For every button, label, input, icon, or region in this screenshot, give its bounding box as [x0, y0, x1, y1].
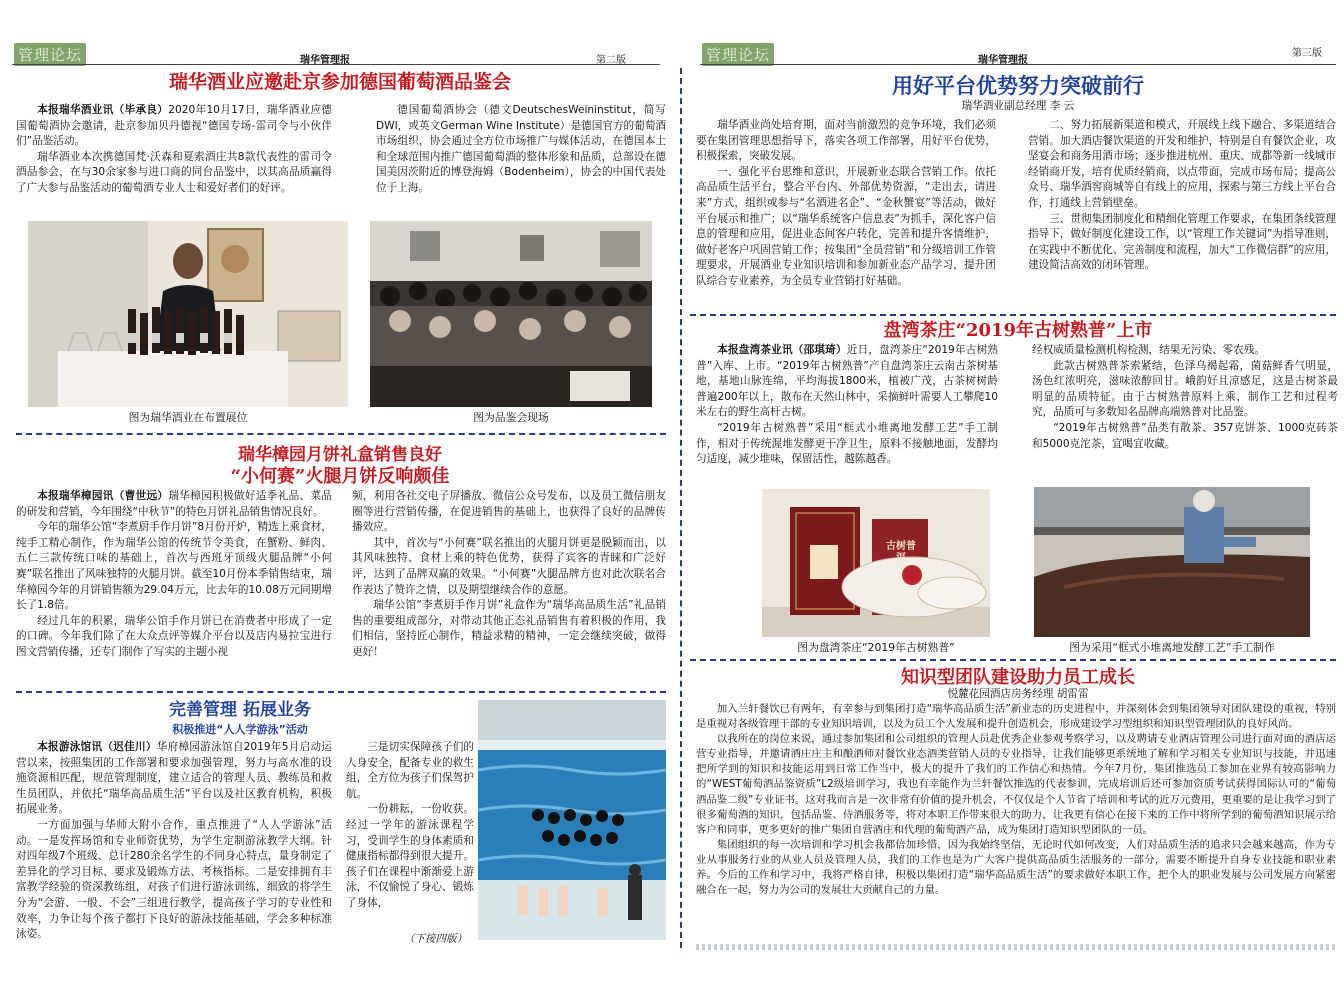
swim-lead: 本报游泳馆讯（迟佳川）	[37, 741, 157, 753]
wine-caption-2: 图为品鉴会现场	[473, 411, 549, 424]
swim-p1: 华府樟园游泳馆自2019年5月启动运营以来，按照集团的工作部署和要求加强管理，努力与高水准的设施资源相匹配，规范管理制度，建立适合的管理人员、教练员和救生员团队，并依托“瑞华高品质生活”平台以及社区教育机构，积极拓展业务。	[16, 741, 332, 816]
mooncake-title-1: 瑞华樟园月饼礼盒销售良好	[238, 445, 442, 465]
tea-lead: 本报盘湾茶业讯（邵琪琦）	[717, 344, 847, 356]
swim-photo	[478, 700, 666, 940]
mooncake-p3: 经过几年的积累，瑞华公馆手作月饼已在消费者中形成了一定的口碑。今年我们除了在大众点评等媒介平台以及店内易拉宝进行图文营销传播，还专门制作了写实的主题小视	[16, 614, 332, 658]
mooncake-p2: 今年的瑞华公馆“李煮厨手作月饼”8月份开炉，精选上乘食材，纯手工精心制作，作为瑞华公馆的传统节令美食，在蟹粉、鲜肉、五仁三款传统口味的基础上，首次与西班牙顶级火腿品牌“小何赛”联名推出了风味独特的火腿月饼。截至10月份本季销售结束，瑞华樟园今年的月饼销售额为29.04万元，比去年的10.08万元同期增长了1.8倍。	[16, 521, 332, 612]
platform-col2	[1028, 118, 1336, 312]
mooncake-p5: 其中，首次与“小何赛”联名推出的火腿月饼更是脱颖而出，以其风味独特、食材上乘的特色优势，获得了宾客的青睐和广泛好评，达到了品牌双赢的效果。“小何赛”火腿品牌方也对此次联名合作表达了赞许之情，以及期望继续合作的意愿。	[352, 536, 666, 596]
swim-p3: 三是切实保障孩子们的人身安全，配备专业的救生组，全方位为孩子们保驾护航。	[346, 741, 474, 800]
wine-article-col1	[16, 103, 332, 223]
platform-p1: 瑞华酒业尚处培育期，面对当前激烈的竞争环境，我们必须要在集团管理思想指导下，落实各项工作部署，用好平台优势，积极探索，突破发展。	[696, 119, 996, 163]
swim-p2: 一方面加强与华师大附小合作，重点推进了“人人学游泳”活动。一是发挥场馆和专业师资优势，为学生定制游泳教学大纲。针对四年级7个班级、总计280余名学生的不同身心特点，量身制定了差异化的学习目标、要求及锻炼方法、考核指标。二是安排拥有丰富教学经验的资深教练组，对孩子们进行游泳训练，细致的将学生分为“会游、一般、不会”三组进行教学，提高孩子学习的专业性和效率，力争让每个孩子都打下良好的游泳技能基础，学会多种标准泳姿。	[16, 818, 332, 941]
wine-caption-1: 图为瑞华酒业在布置展位	[128, 411, 248, 424]
divider-right-2	[690, 659, 1336, 661]
tea-fermentation-photo	[1034, 487, 1310, 637]
wine-p3: 德国葡萄酒协会（德文DeutschesWeininstitut，简写DWI，或英文German Wine Institute）是德国官方的葡萄酒市场组织，协会通过全方位市场推广与媒体活动，在德国本土和全球范围内推广德国葡萄酒的整体形象和品质，总部设在德国美因茨附近的博登海姆（Bodenheim），协会的中国代表处位于上海。	[376, 104, 666, 194]
swim-col1	[16, 740, 332, 950]
team-p3: 集团组织的每一次培训和学习机会我都倍加珍惜，因为我始终坚信，无论时代如何改变，人们对品质生活的追求只会越来越高，作为专业从事服务行业的从业人员及管理人员，我们的工作也是为广大客户提供高品质生活服务的一部分，需要不断提升自身专业技能和职业素养。今后的工作和学习中，我将严格自律，积极以集团打造“瑞华高品质生活”的要求做好本职工作，把个人的职业发展与公司发展方向紧密融合在一起，努力为公司的发展壮大贡献自己的力量。	[696, 838, 1336, 897]
platform-p2: 一、强化平台思维和意识，开展新业态联合营销工作。依托高品质生活平台，整合平台内、外部优势资源，“走出去，请进来”方式，组织或参与“名酒进名企”、“金秋蟹宴”等活动，做好平台展示和推广；以“瑞华系统客户信息表”为抓手，深化客户信息的管理和应用，促进业态间客户转化，完善和提升客情维护，做好老客户巩固营销工作；按集团“全员营销”和分级培训工作管理要求，开展酒业专业知识培训和参加新业态产品学习，提升团队综合专业素养，为全员专业营销打好基础。	[696, 165, 996, 287]
platform-p3: 二、努力拓展新渠道和模式，开展线上线下融合、多渠道结合营销。加大酒店餐饮渠道的开发和维护，特别是自有餐饮企业，攻坚宴会和商务用酒市场；逐步推进杭州、重庆、成都等新一线城市经销商开发，培育优质经销商，以点带面，完成市场布局；提高公众号、瑞华酒窖商城等自有线上的应用，探索与第三方线上平台合作，打通线上营销壁垒。	[1028, 119, 1336, 209]
team-byline: 悦麓花园酒店房务经理 胡雷雷	[947, 688, 1089, 700]
wine-article-col2	[376, 103, 666, 223]
tea-p5: “2019年古树熟普”品类有散茶、357克饼茶、1000克砖茶和5000克沱茶，宜喝宜收藏。	[1032, 421, 1338, 450]
mooncake-col1	[16, 489, 332, 684]
swim-continued: （下接四版）	[404, 933, 467, 945]
tea-title: 盘湾茶庄“2019年古树熟普”上市	[883, 320, 1153, 341]
page-number-left: 第二版	[596, 55, 626, 66]
mooncake-p4: 频，利用各社交电子屏播放、微信公众号发布，以及员工微信朋友圈等进行营销传播，在促进销售的基础上，也获得了良好的品牌传播效应。	[352, 490, 666, 534]
mooncake-p1: 瑞华樟园积极做好适季礼品、菜品的研发和营销，今年围绕“中秋节”的特色月饼礼品销售情况良好。	[16, 490, 332, 518]
mooncake-title-2: “小何赛”火腿月饼反响颇佳	[230, 466, 450, 487]
divider-left-1	[16, 433, 666, 435]
tea-p1: 近日，盘湾茶庄“2019年古树熟普”入库、上市。“2019年古树熟普”产自盘湾茶庄云南古茶树基地，基地山脉连绵，平均海拔1800米，植被广茂，古茶树树龄普遍200年以上，散布在天然山林中，采摘鲜叶需要人工攀爬10米左右的野生高杆古树。	[696, 344, 998, 419]
tea-cake-photo	[762, 489, 990, 637]
swim-subtitle: 积极推进“人人学游泳”活动	[172, 723, 308, 736]
footer-band	[696, 944, 1336, 950]
swim-p4: 一份耕耘，一份收获。经过一学年的游泳课程学习，受训学生的身体素质和健康指标都得到很大提升。孩子们在课程中渐渐爱上游泳，不仅愉悦了身心、锻炼了身体，	[346, 803, 474, 909]
tea-cake-label: 古树普洱	[886, 541, 916, 564]
page-number-right: 第三版	[1292, 48, 1322, 59]
divider-left-2	[16, 691, 666, 693]
mooncake-col2	[352, 489, 666, 684]
wine-article-title: 瑞华酒业应邀赴京参加德国葡萄酒品鉴会	[168, 71, 511, 93]
wine-p1: 2020年10月17日，瑞华酒业应德国葡萄酒协会邀请，赴京参加贝丹德视“德国专场-雷司令与小伙伴们”品鉴活动。	[16, 104, 332, 148]
header-rule-left	[12, 64, 660, 65]
swim-col2	[346, 740, 474, 930]
header-rule-right	[700, 64, 1336, 65]
tea-p4: 此款古树熟普茶索紧结，色泽乌褐起霜，菌菇鲜香气明显，汤色红浓明亮，滋味浓醇回甘。峨韵好且凉感足，这是古树茶最明显的品质特征。由于古树熟普原料上乘，制作工艺和过程考究，品质可与多数知名品牌高端熟普对比品鉴。	[1032, 359, 1338, 419]
team-p2: 以我所在的岗位来说，通过参加集团和公司组织的管理人员赴优秀企业参观考察学习，以及聘请专业酒店管理公司进行面对面的酒店运营专业指导，并邀请酒庄庄主和酿酒师对餐饮业态酒类营销人员的专业指导，让我们能够更系统地了解和学习相关专业知识与技能，并迅速把所学到的知识和技能运用到日常工作当中，极大的提升了我们的工作信心和热情。今年7月份，集团推选员工参加在业界有较高影响力的“WEST葡萄酒品鉴资质”L2级培训学习，我也有幸能作为兰轩餐饮推选的代表参训，完成培训后还可参加资质考试获得国际认可的“葡萄酒品鉴二级”专业证书。这对我而言是一次非常有价值的提升机会，不仅仅是个人节省了培训和考试的近万元费用，更重要的是让我学习到了很多葡萄酒的知识，包括品鉴、侍酒服务等，将对本职工作带来很大的助力，让我更有信心在接下来的工作中将所学到的葡萄酒知识展示给客户和同事，更多更好的推广集团自营酒庄和代理的葡萄酒产品，成为集团打造知识型团队的一员。	[696, 733, 1336, 836]
wine-event-photo	[370, 221, 652, 407]
team-p1: 加入兰轩餐饮已有两年，有幸参与到集团打造“瑞华高品质生活”新业态的历史进程中，并深刻体会到集团领导对团队建设的重视，特别是重视对各级管理干部的专业知识培训，以及为员工个人发展和提升创造机会，形成建设学习型组织和知识型管理团队的良好风尚。	[696, 703, 1336, 731]
section-tag-right: 管理论坛	[702, 43, 774, 66]
paper-name-right: 瑞华管理报	[978, 55, 1028, 66]
tea-col2	[1032, 343, 1338, 485]
platform-byline: 瑞华酒业副总经理 李 云	[961, 100, 1075, 112]
tea-p3: 经权威质量检测机构检测，结果无污染、零农残。	[1032, 344, 1266, 356]
platform-title: 用好平台优势努力突破前行	[892, 74, 1144, 98]
mooncake-p6: 瑞华公馆“李煮厨手作月饼”礼盒作为“瑞华高品质生活”礼品销售的重要组成部分，对带动其他正态礼品销售有着积极的作用，我们相信，坚持匠心制作，精益求精的精神，一定会继续突破，做得更好！	[352, 599, 666, 658]
center-divider	[680, 68, 682, 948]
platform-p4: 三、贯彻集团制度化和精细化管理工作要求，在集团条线管理指导下，做好制度化建设工作，以“管理工作关键词”为指导准则，在实践中不断优化、完善制度和流程，加大“工作微信群”的应用，建设简洁高效的闭环管理。	[1028, 212, 1336, 272]
paper-name-left: 瑞华管理报	[300, 55, 350, 66]
swim-title: 完善管理 拓展业务	[169, 700, 311, 720]
section-tag-left: 管理论坛	[14, 43, 86, 66]
team-title: 知识型团队建设助力员工成长	[901, 667, 1135, 688]
platform-col1	[696, 118, 996, 312]
wine-p2: 瑞华酒业本次携德国梵·沃森和夏索酒庄共8款代表性的雷司令酒品参会，在与30余家参与进口商的同台品鉴中，以其高品质赢得了广大参与品鉴活动的葡萄酒专业人士和爱好者们的好评。	[16, 150, 332, 194]
tea-caption-2: 图为采用“框式小堆离地发酵工艺”手工制作	[1069, 641, 1275, 654]
wine-booth-photo	[28, 221, 348, 407]
tea-col1	[696, 343, 998, 485]
mooncake-lead: 本报瑞华樟园讯（曹世远）	[37, 490, 169, 502]
tea-caption-1: 图为盘湾茶庄“2019年古树熟普”	[797, 641, 955, 654]
team-body	[696, 702, 1336, 942]
tea-p2: “2019年古树熟普”采用“框式小堆离地发酵工艺”手工制作，相对于传统渥堆发酵更干净卫生，原料不接触地面，发酵均匀适度，减少堆味，保留活性，越陈越香。	[696, 421, 998, 466]
wine-lead: 本报瑞华酒业讯（毕承良）	[37, 104, 169, 116]
